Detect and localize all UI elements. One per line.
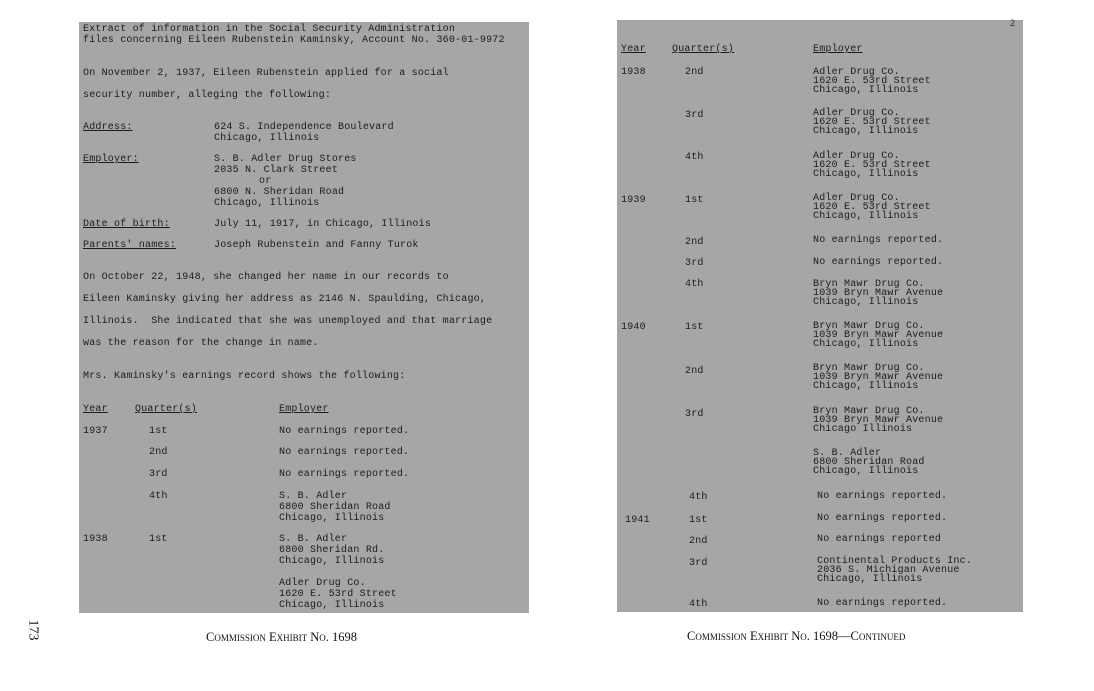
earnings-intro: Mrs. Kaminsky's earnings record shows the following:	[83, 371, 406, 382]
row-employer-line: Bryn Mawr Drug Co.	[813, 279, 925, 290]
row-employer-line: No earnings reported.	[817, 513, 948, 524]
row-employer-line: Chicago, Illinois	[813, 381, 919, 392]
row-employer-line: 1620 E. 53rd Street	[813, 202, 931, 213]
row-employer-line: Bryn Mawr Drug Co.	[813, 406, 925, 417]
dob-value: July 11, 1917, in Chicago, Illinois	[214, 219, 432, 230]
row-employer-line: 6800 Sheridan Rd.	[279, 545, 385, 556]
row-employer-line: 1039 Bryn Mawr Avenue	[813, 372, 944, 383]
change-line-3: Illinois. She indicated that she was unemployed and that marriage	[83, 316, 493, 327]
intro-line-1: On November 2, 1937, Eileen Rubenstein applied for a social	[83, 68, 449, 79]
row-employer-line: Chicago, Illinois	[813, 85, 919, 96]
row-quarter: 1st	[685, 322, 704, 333]
row-year: 1939	[621, 195, 646, 206]
row-quarter: 1st	[149, 426, 168, 437]
change-line-2: Eileen Kaminsky giving her address as 2146 N. Spaulding, Chicago,	[83, 294, 487, 305]
exhibit-page-left	[79, 22, 529, 613]
col-quarter-header: Quarter(s)	[135, 404, 198, 415]
row-employer-line: Chicago, Illinois	[813, 297, 919, 308]
row-employer-line: No earnings reported.	[279, 426, 410, 437]
row-quarter: 1st	[685, 195, 704, 206]
row-employer-line: Adler Drug Co.	[813, 151, 900, 162]
row-employer-line: No earnings reported.	[817, 598, 948, 609]
row-employer-line: 1039 Bryn Mawr Avenue	[813, 288, 944, 299]
row-employer-line: 1620 E. 53rd Street	[813, 117, 931, 128]
row-employer-line: No earnings reported.	[279, 469, 410, 480]
row-employer-line: No earnings reported.	[813, 257, 944, 268]
row-year: 1938	[83, 534, 108, 545]
row-quarter: 4th	[689, 599, 708, 610]
row-quarter: 2nd	[149, 447, 168, 458]
col-quarter-header: Quarter(s)	[672, 44, 735, 55]
row-quarter: 3rd	[689, 558, 708, 569]
row-quarter: 2nd	[685, 237, 704, 248]
row-employer-line: Bryn Mawr Drug Co.	[813, 321, 925, 332]
row-employer-line: 1620 E. 53rd Street	[279, 589, 397, 600]
employer-line-5: Chicago, Illinois	[214, 198, 320, 209]
page-mark: 2	[1010, 18, 1016, 28]
exhibit-page-right	[617, 20, 1023, 612]
row-employer-line: Chicago, Illinois	[817, 574, 923, 585]
row-employer-line: No earnings reported.	[817, 491, 948, 502]
change-line-1: On October 22, 1948, she changed her name in our records to	[83, 272, 449, 283]
row-employer-line: Chicago, Illinois	[813, 339, 919, 350]
row-quarter: 2nd	[685, 67, 704, 78]
row-employer-line: Adler Drug Co.	[279, 578, 366, 589]
row-year: 1941	[625, 515, 650, 526]
address-line-2: Chicago, Illinois	[214, 133, 320, 144]
row-year: 1937	[83, 426, 108, 437]
row-employer-line: Chicago, Illinois	[279, 556, 385, 567]
row-employer-line: Adler Drug Co.	[813, 108, 900, 119]
header-line-1: Extract of information in the Social Security Administration	[83, 24, 456, 35]
row-employer-line: 6800 Sheridan Road	[279, 502, 391, 513]
row-quarter: 1st	[149, 534, 168, 545]
employer-line-1: S. B. Adler Drug Stores	[214, 154, 357, 165]
row-employer-line: Chicago, Illinois	[279, 513, 385, 524]
parents-value: Joseph Rubenstein and Fanny Turok	[214, 240, 419, 251]
col-year-header: Year	[83, 404, 108, 415]
row-employer-line: S. B. Adler	[279, 491, 348, 502]
dob-label: Date of birth:	[83, 219, 170, 230]
row-quarter: 3rd	[149, 469, 168, 480]
employer-line-3: or	[259, 176, 272, 187]
row-employer-line: Adler Drug Co.	[813, 67, 900, 78]
row-employer-line: 6800 Sheridan Road	[813, 457, 925, 468]
row-employer-line: 1620 E. 53rd Street	[813, 76, 931, 87]
row-employer-line: S. B. Adler	[279, 534, 348, 545]
employer-line-2: 2035 N. Clark Street	[214, 165, 339, 176]
page-number: 173	[25, 619, 41, 641]
row-quarter: 3rd	[685, 110, 704, 121]
row-quarter: 4th	[689, 492, 708, 503]
row-quarter: 4th	[685, 152, 704, 163]
parents-label: Parents' names:	[83, 240, 177, 251]
change-line-4: was the reason for the change in name.	[83, 338, 319, 349]
intro-line-2: security number, alleging the following:	[83, 90, 332, 101]
row-employer-line: 1039 Bryn Mawr Avenue	[813, 330, 944, 341]
row-employer-line: Bryn Mawr Drug Co.	[813, 363, 925, 374]
col-employer-header: Employer	[813, 44, 863, 55]
row-quarter: 2nd	[689, 536, 708, 547]
row-employer-line: 1620 E. 53rd Street	[813, 160, 931, 171]
header-line-2: files concerning Eileen Rubenstein Kaminsky, Account No. 360-01-9972	[83, 35, 505, 46]
row-employer-line: 1039 Bryn Mawr Avenue	[813, 415, 944, 426]
row-employer-line: Chicago, Illinois	[813, 126, 919, 137]
row-employer-line: Chicago Illinois	[813, 424, 913, 435]
employer-line-4: 6800 N. Sheridan Road	[214, 187, 345, 198]
row-employer-line: Chicago, Illinois	[813, 466, 919, 477]
row-employer-line: S. B. Adler	[813, 448, 882, 459]
col-year-header: Year	[621, 44, 646, 55]
row-employer-line: No earnings reported.	[813, 235, 944, 246]
row-quarter: 2nd	[685, 366, 704, 377]
row-employer-line: Chicago, Illinois	[813, 169, 919, 180]
row-employer-line: Chicago, Illinois	[813, 211, 919, 222]
row-employer-line: No earnings reported.	[279, 447, 410, 458]
row-quarter: 3rd	[685, 258, 704, 269]
row-employer-line: Chicago, Illinois	[279, 600, 385, 611]
row-quarter: 3rd	[685, 409, 704, 420]
row-year: 1938	[621, 67, 646, 78]
row-quarter: 4th	[685, 279, 704, 290]
address-label: Address:	[83, 122, 133, 133]
row-employer-line: No earnings reported	[817, 534, 942, 545]
address-line-1: 624 S. Independence Boulevard	[214, 122, 394, 133]
col-employer-header: Employer	[279, 404, 329, 415]
row-employer-line: 2036 S. Michigan Avenue	[817, 565, 960, 576]
row-quarter: 4th	[149, 491, 168, 502]
row-employer-line: Adler Drug Co.	[813, 193, 900, 204]
caption-left: Commission Exhibit No. 1698	[206, 630, 358, 644]
employer-label: Employer:	[83, 154, 139, 165]
caption-right: Commission Exhibit No. 1698—Continued	[687, 629, 906, 643]
row-quarter: 1st	[689, 515, 708, 526]
row-employer-line: Continental Products Inc.	[817, 556, 973, 567]
row-year: 1940	[621, 322, 646, 333]
